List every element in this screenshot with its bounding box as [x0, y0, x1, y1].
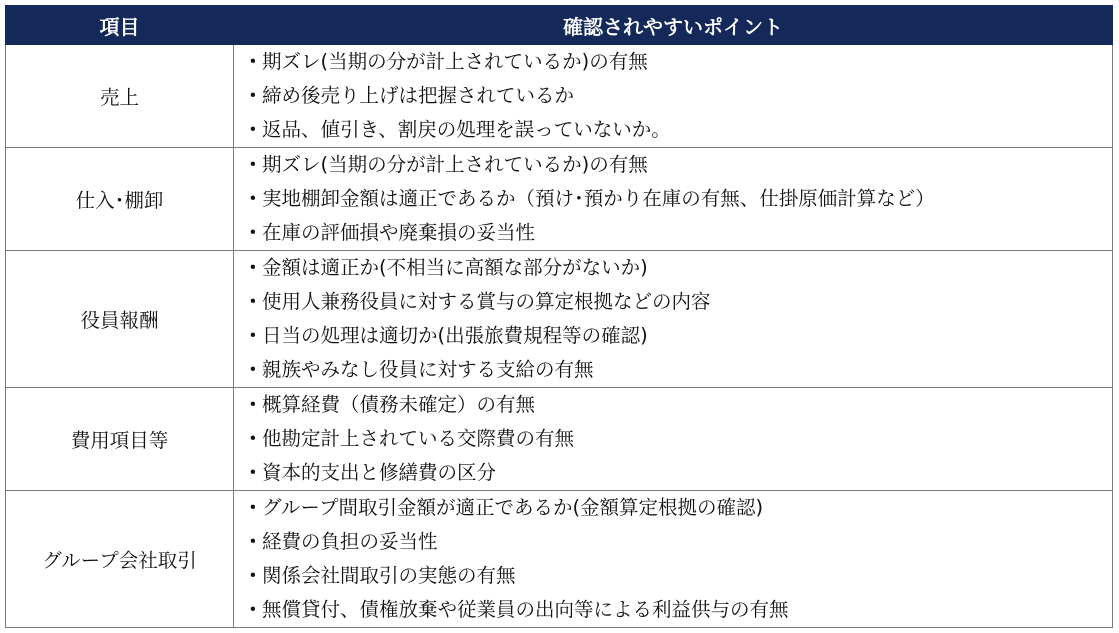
- table-row: [6, 491, 1113, 628]
- point-text: 他勘定計上されている交際費の有無: [262, 427, 575, 450]
- point-item: [248, 285, 1112, 319]
- point-text: 期ズレ(当期の分が計上されているか)の有無: [262, 153, 648, 176]
- bullet-icon: ･: [248, 221, 258, 244]
- point-text: グループ間取引金額が適正であるか(金額算定根拠の確認): [262, 496, 764, 519]
- row-points-cell: [234, 148, 1113, 251]
- point-text: 在庫の評価損や廃棄損の妥当性: [262, 221, 536, 244]
- point-item: [248, 251, 1112, 285]
- row-points-cell: [234, 388, 1113, 491]
- table-header-row: [6, 6, 1113, 45]
- row-item-label: 役員報酬: [6, 251, 234, 388]
- bullet-icon: ･: [248, 496, 258, 519]
- row-item-label: 売上: [6, 45, 234, 148]
- point-text: 関係会社間取引の実態の有無: [262, 564, 516, 587]
- point-item: [248, 559, 1112, 593]
- header-item: 項目: [6, 6, 234, 45]
- point-text: 親族やみなし役員に対する支給の有無: [262, 358, 594, 381]
- checklist-container: [5, 5, 1112, 628]
- bullet-icon: ･: [248, 598, 258, 621]
- point-item: [248, 79, 1112, 113]
- point-item: [248, 353, 1112, 387]
- row-item-label: グループ会社取引: [6, 491, 234, 628]
- point-item: [248, 319, 1112, 353]
- point-text: 締め後売り上げは把握されているか: [262, 84, 575, 107]
- row-item-label: 費用項目等: [6, 388, 234, 491]
- table-row: [6, 45, 1113, 148]
- row-points-cell: [234, 251, 1113, 388]
- table-row: [6, 251, 1113, 388]
- point-text: 無償貸付、債権放棄や従業員の出向等による利益供与の有無: [262, 598, 789, 621]
- point-item: [248, 593, 1112, 627]
- point-text: 金額は適正か(不相当に高額な部分がないか): [262, 256, 648, 279]
- bullet-icon: ･: [248, 530, 258, 553]
- point-item: [248, 113, 1112, 147]
- table-row: [6, 388, 1113, 491]
- point-item: [248, 491, 1112, 525]
- row-item-label: 仕入･棚卸: [6, 148, 234, 251]
- point-text: 経費の負担の妥当性: [262, 530, 438, 553]
- point-text: 実地棚卸金額は適正であるか（預け･預かり在庫の有無、仕掛原価計算など）: [262, 187, 935, 210]
- bullet-icon: ･: [248, 427, 258, 450]
- audit-checklist-table: [5, 5, 1113, 628]
- point-text: 使用人兼務役員に対する賞与の算定根拠などの内容: [262, 290, 711, 313]
- bullet-icon: ･: [248, 290, 258, 313]
- point-item: [248, 148, 1112, 182]
- bullet-icon: ･: [248, 461, 258, 484]
- point-text: 期ズレ(当期の分が計上されているか)の有無: [262, 50, 648, 73]
- header-points: 確認されやすいポイント: [234, 6, 1113, 45]
- bullet-icon: ･: [248, 50, 258, 73]
- point-item: [248, 525, 1112, 559]
- bullet-icon: ･: [248, 118, 258, 141]
- bullet-icon: ･: [248, 153, 258, 176]
- point-text: 日当の処理は適切か(出張旅費規程等の確認): [262, 324, 648, 347]
- point-text: 返品、値引き、割戻の処理を誤っていないか。: [262, 118, 671, 141]
- point-item: [248, 388, 1112, 422]
- point-item: [248, 456, 1112, 490]
- bullet-icon: ･: [248, 187, 258, 210]
- bullet-icon: ･: [248, 564, 258, 587]
- point-item: [248, 45, 1112, 79]
- bullet-icon: ･: [248, 393, 258, 416]
- bullet-icon: ･: [248, 358, 258, 381]
- point-item: [248, 422, 1112, 456]
- table-body: [6, 45, 1113, 628]
- row-points-cell: [234, 491, 1113, 628]
- point-text: 概算経費（債務未確定）の有無: [262, 393, 536, 416]
- bullet-icon: ･: [248, 324, 258, 347]
- table-row: [6, 148, 1113, 251]
- bullet-icon: ･: [248, 256, 258, 279]
- point-text: 資本的支出と修繕費の区分: [262, 461, 497, 484]
- point-item: [248, 216, 1112, 250]
- bullet-icon: ･: [248, 84, 258, 107]
- row-points-cell: [234, 45, 1113, 148]
- point-item: [248, 182, 1112, 216]
